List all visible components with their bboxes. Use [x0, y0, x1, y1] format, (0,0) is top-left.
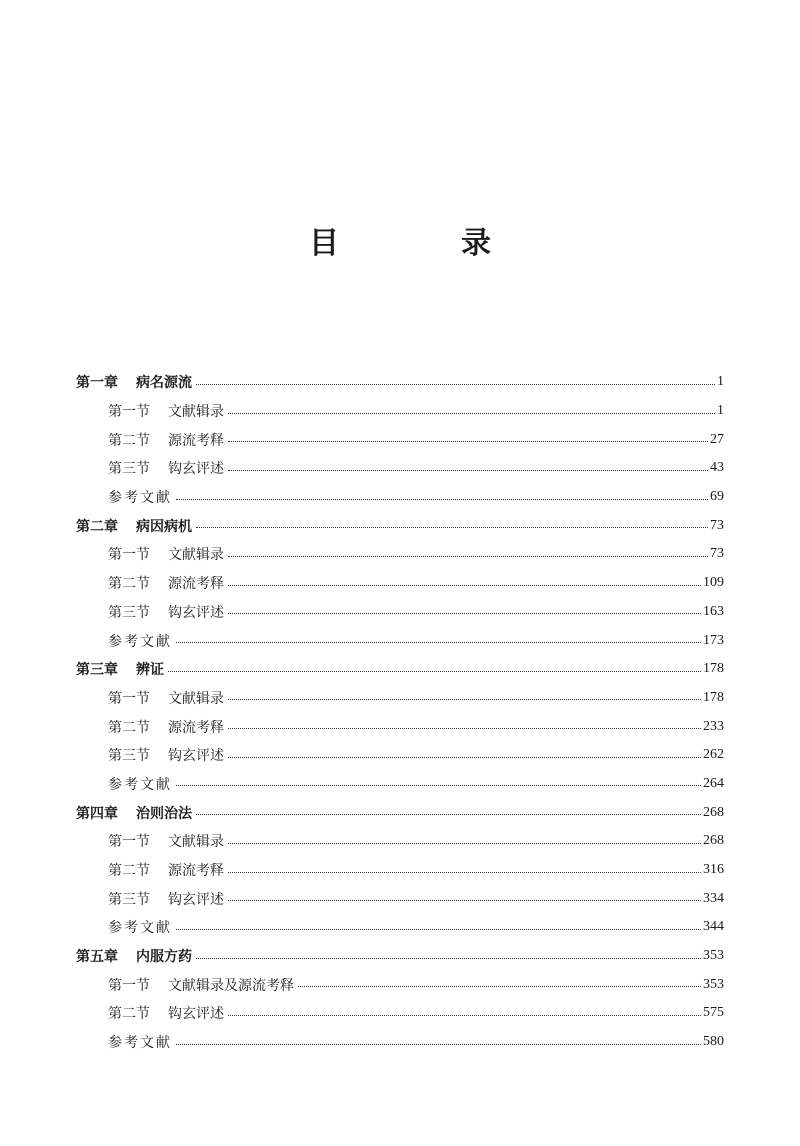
toc-entry-section[interactable]: [76, 999, 724, 1028]
toc-entry-title: 源流考释: [168, 432, 224, 449]
dot-leader: [228, 1015, 701, 1016]
toc-entry-number: 第二节: [108, 576, 150, 593]
dot-leader: [176, 929, 701, 930]
toc-entry-page-number: 575: [703, 1005, 724, 1021]
toc-entry-title: 钩玄评述: [168, 604, 224, 621]
dot-leader: [228, 757, 701, 758]
toc-entry-title: 参考文献: [108, 633, 172, 650]
toc-entry-refs[interactable]: [76, 770, 724, 799]
toc-entry-section[interactable]: [76, 856, 724, 885]
dot-leader: [168, 671, 701, 672]
toc-entry-number: 第一节: [108, 547, 150, 564]
toc-entry-title: 文献辑录: [168, 834, 224, 851]
toc-entry-page-number: 173: [703, 632, 724, 648]
page-title: 目 录: [309, 226, 537, 261]
toc-entry-title: 参考文献: [108, 1035, 172, 1052]
toc-entry-page-number: 178: [703, 661, 724, 677]
toc-entry-title: 辨证: [136, 662, 164, 679]
dot-leader: [196, 384, 715, 385]
toc-entry-title: 文献辑录: [168, 690, 224, 707]
toc-entry-title: 文献辑录: [168, 547, 224, 564]
dot-leader: [228, 728, 701, 729]
toc-entry-title: 钩玄评述: [168, 891, 224, 908]
dot-leader: [228, 556, 708, 557]
toc-entry-title: 治则治法: [136, 805, 192, 822]
toc-entry-page-number: 344: [703, 919, 724, 935]
toc-entry-section[interactable]: [76, 684, 724, 713]
toc-entry-title: 内服方药: [136, 949, 192, 966]
toc-entry-page-number: 262: [703, 747, 724, 763]
toc-entry-number: 第一节: [108, 404, 150, 421]
toc-entry-page-number: 69: [710, 489, 724, 505]
toc-entry-number: 第一节: [108, 690, 150, 707]
dot-leader: [298, 986, 701, 987]
toc-entry-number: 第一章: [76, 375, 118, 392]
toc-entry-title: 钩玄评述: [168, 461, 224, 478]
toc-entry-chapter[interactable]: [76, 511, 724, 540]
toc-entry-chapter[interactable]: [76, 655, 724, 684]
toc-entry-page-number: 43: [710, 460, 724, 476]
toc-entry-refs[interactable]: [76, 483, 724, 512]
dot-leader: [196, 814, 701, 815]
toc-entry-number: 第二节: [108, 1006, 150, 1023]
toc-entry-page-number: 1: [717, 403, 724, 419]
toc-entry-number: 第一节: [108, 834, 150, 851]
toc-entry-section[interactable]: [76, 712, 724, 741]
dot-leader: [176, 785, 701, 786]
toc-entry-number: 第五章: [76, 949, 118, 966]
toc-entry-number: 第三章: [76, 662, 118, 679]
dot-leader: [228, 470, 708, 471]
toc-entry-title: 参考文献: [108, 920, 172, 937]
toc-entry-title: 文献辑录: [168, 404, 224, 421]
toc-entry-title: 参考文献: [108, 490, 172, 507]
toc-entry-page-number: 178: [703, 689, 724, 705]
toc-entry-number: 第二章: [76, 518, 118, 535]
toc-entry-section[interactable]: [76, 569, 724, 598]
dot-leader: [196, 958, 701, 959]
toc-entry-refs[interactable]: [76, 626, 724, 655]
toc-entry-page-number: 109: [703, 575, 724, 591]
toc-entry-page-number: 334: [703, 890, 724, 906]
toc-entry-page-number: 316: [703, 862, 724, 878]
toc-entry-section[interactable]: [76, 425, 724, 454]
dot-leader: [228, 872, 701, 873]
toc-entry-title: 源流考释: [168, 863, 224, 880]
toc-entry-chapter[interactable]: [76, 368, 724, 397]
toc-entry-number: 第二节: [108, 432, 150, 449]
toc-entry-title: 参考文献: [108, 776, 172, 793]
toc-entry-title: 病名源流: [136, 375, 192, 392]
dot-leader: [228, 441, 708, 442]
toc-entry-page-number: 233: [703, 718, 724, 734]
dot-leader: [228, 843, 701, 844]
toc-entry-title: 源流考释: [168, 576, 224, 593]
toc-entry-chapter[interactable]: [76, 942, 724, 971]
toc-entry-section[interactable]: [76, 540, 724, 569]
toc-entry-number: 第三节: [108, 748, 150, 765]
toc-entry-page-number: 1: [717, 374, 724, 390]
toc-entry-page-number: 163: [703, 603, 724, 619]
dot-leader: [196, 527, 708, 528]
toc-entry-number: 第三节: [108, 461, 150, 478]
toc-entry-section[interactable]: [76, 884, 724, 913]
toc-entry-title: 钩玄评述: [168, 1006, 224, 1023]
toc-entry-page-number: 73: [710, 546, 724, 562]
toc-entry-page-number: 73: [710, 517, 724, 533]
toc-entry-section[interactable]: [76, 454, 724, 483]
dot-leader: [176, 499, 708, 500]
toc-entry-page-number: 264: [703, 775, 724, 791]
toc-entry-number: 第三节: [108, 604, 150, 621]
toc-entry-title: 病因病机: [136, 518, 192, 535]
dot-leader: [176, 1044, 701, 1045]
toc-entry-section[interactable]: [76, 970, 724, 999]
table-of-contents: [76, 368, 724, 1057]
toc-entry-page-number: 27: [710, 431, 724, 447]
toc-entry-number: 第二节: [108, 719, 150, 736]
toc-entry-chapter[interactable]: [76, 798, 724, 827]
dot-leader: [228, 699, 701, 700]
toc-entry-page-number: 353: [703, 948, 724, 964]
toc-entry-section[interactable]: [76, 827, 724, 856]
toc-entry-section[interactable]: [76, 741, 724, 770]
toc-entry-page-number: 268: [703, 833, 724, 849]
toc-entry-number: 第四章: [76, 805, 118, 822]
toc-entry-page-number: 580: [703, 1034, 724, 1050]
toc-entry-title: 源流考释: [168, 719, 224, 736]
dot-leader: [228, 900, 701, 901]
dot-leader: [228, 613, 701, 614]
toc-entry-number: 第一节: [108, 977, 150, 994]
toc-entry-number: 第三节: [108, 891, 150, 908]
dot-leader: [228, 585, 701, 586]
toc-entry-page-number: 353: [703, 976, 724, 992]
toc-entry-refs[interactable]: [76, 1028, 724, 1057]
toc-entry-title: 文献辑录及源流考释: [168, 977, 294, 994]
toc-entry-page-number: 268: [703, 804, 724, 820]
dot-leader: [176, 642, 701, 643]
toc-entry-section[interactable]: [76, 397, 724, 426]
toc-entry-number: 第二节: [108, 863, 150, 880]
toc-entry-section[interactable]: [76, 598, 724, 627]
dot-leader: [228, 413, 715, 414]
toc-entry-title: 钩玄评述: [168, 748, 224, 765]
toc-entry-refs[interactable]: [76, 913, 724, 942]
